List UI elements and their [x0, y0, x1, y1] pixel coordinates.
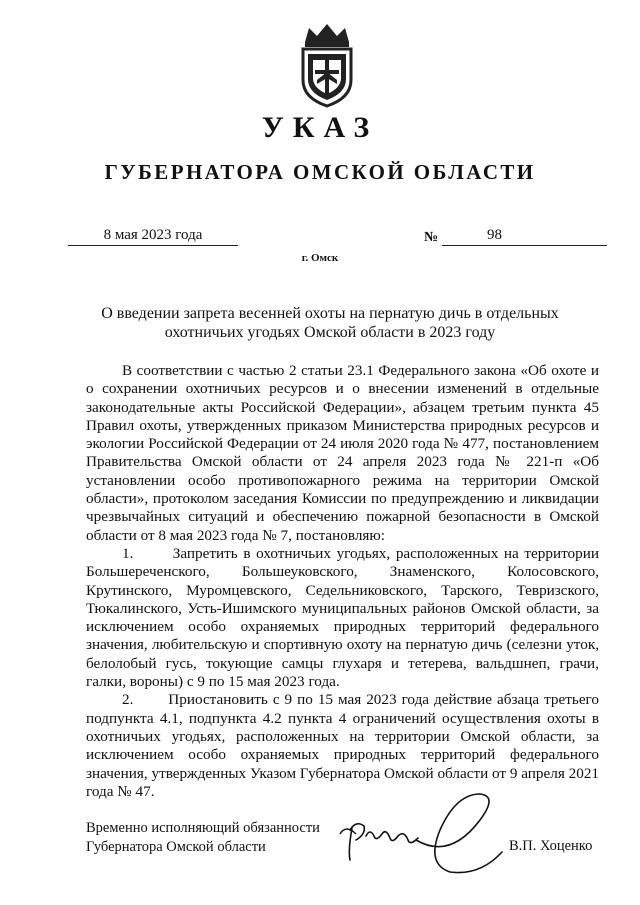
number-sign: № [424, 230, 439, 245]
decree-body [86, 362, 599, 801]
issuer-title: ГУБЕРНАТОРА ОМСКОЙ ОБЛАСТИ [104, 160, 536, 184]
decree-title: УКАЗ [261, 111, 379, 144]
signatory-position [86, 819, 320, 857]
number-line [442, 227, 607, 246]
signatory-name: В.П. Хоценко [509, 838, 593, 854]
subject-line-1: О введении запрета весенней охоты на пернатую дичь в отдельных [101, 305, 559, 322]
item-2-paragraph: 2. Приостановить с 9 по 15 мая 2023 года действие абзаца третьего подпункта 4.1, подпункта 4.2 пункта 4 ограничений осуществления охоты в охотничьих угодьях, расположенных на территории Омской области, за исключением особо охраняемых природных территорий федерального значения, утвержденных Указом Губернатора Омской области от 9 апреля 2021 года № 47. [86, 691, 599, 800]
city-name: г. Омск [301, 252, 339, 264]
decree-number: 98 [487, 227, 502, 243]
omsk-coat-of-arms-icon [295, 22, 359, 108]
position-line-2: Губернатора Омской области [86, 839, 266, 855]
subject-line-2: охотничьих угодьях Омской области в 2023 году [164, 324, 496, 341]
decree-subject [90, 304, 570, 342]
decree-date: 8 мая 2023 года [103, 227, 203, 243]
item-1-paragraph: 1. Запретить в охотничьих угодьях, расположенных на территории Большереченского, Большеуковского, Знаменского, Колосовского, Крутинского, Муромцевского, Седельниковского, Тарского, Тевризского, Тюкалинского, Усть-Ишимского муниципальных районов Омской области, за исключением особо охраняемых природных территорий федерального значения, любительскую и спортивную охоту на пернатую дичь (селезни уток, белолобый гусь, токующие самцы глухаря и тетерева, вальдшнеп, грачи, галки, вороны) с 9 по 15 мая 2023 года. [86, 544, 599, 691]
preamble-paragraph: В соответствии с частью 2 статьи 23.1 Федерального закона «Об охоте и о сохранении охотничьих ресурсов и о внесении изменений в отдельные законодательные акты Российской Федерации», абзацем третьим пункта 45 Правил охоты, утвержденных приказом Министерства природных ресурсов и экологии Российской Федерации от 24 июля 2020 года № 477, постановлением Правительства Омской области от 24 апреля 2023 года № 221-п «Об установлении особо противопожарного режима на территории Омской области», протоколом заседания Комиссии по предупреждению и ликвидации чрезвычайных ситуаций и обеспечению пожарной безопасности в Омской области от 8 мая 2023 года № 7, постановляю: [86, 362, 599, 544]
date-line [68, 227, 238, 246]
handwritten-signature [330, 790, 510, 880]
position-line-1: Временно исполняющий обязанности [86, 820, 320, 836]
